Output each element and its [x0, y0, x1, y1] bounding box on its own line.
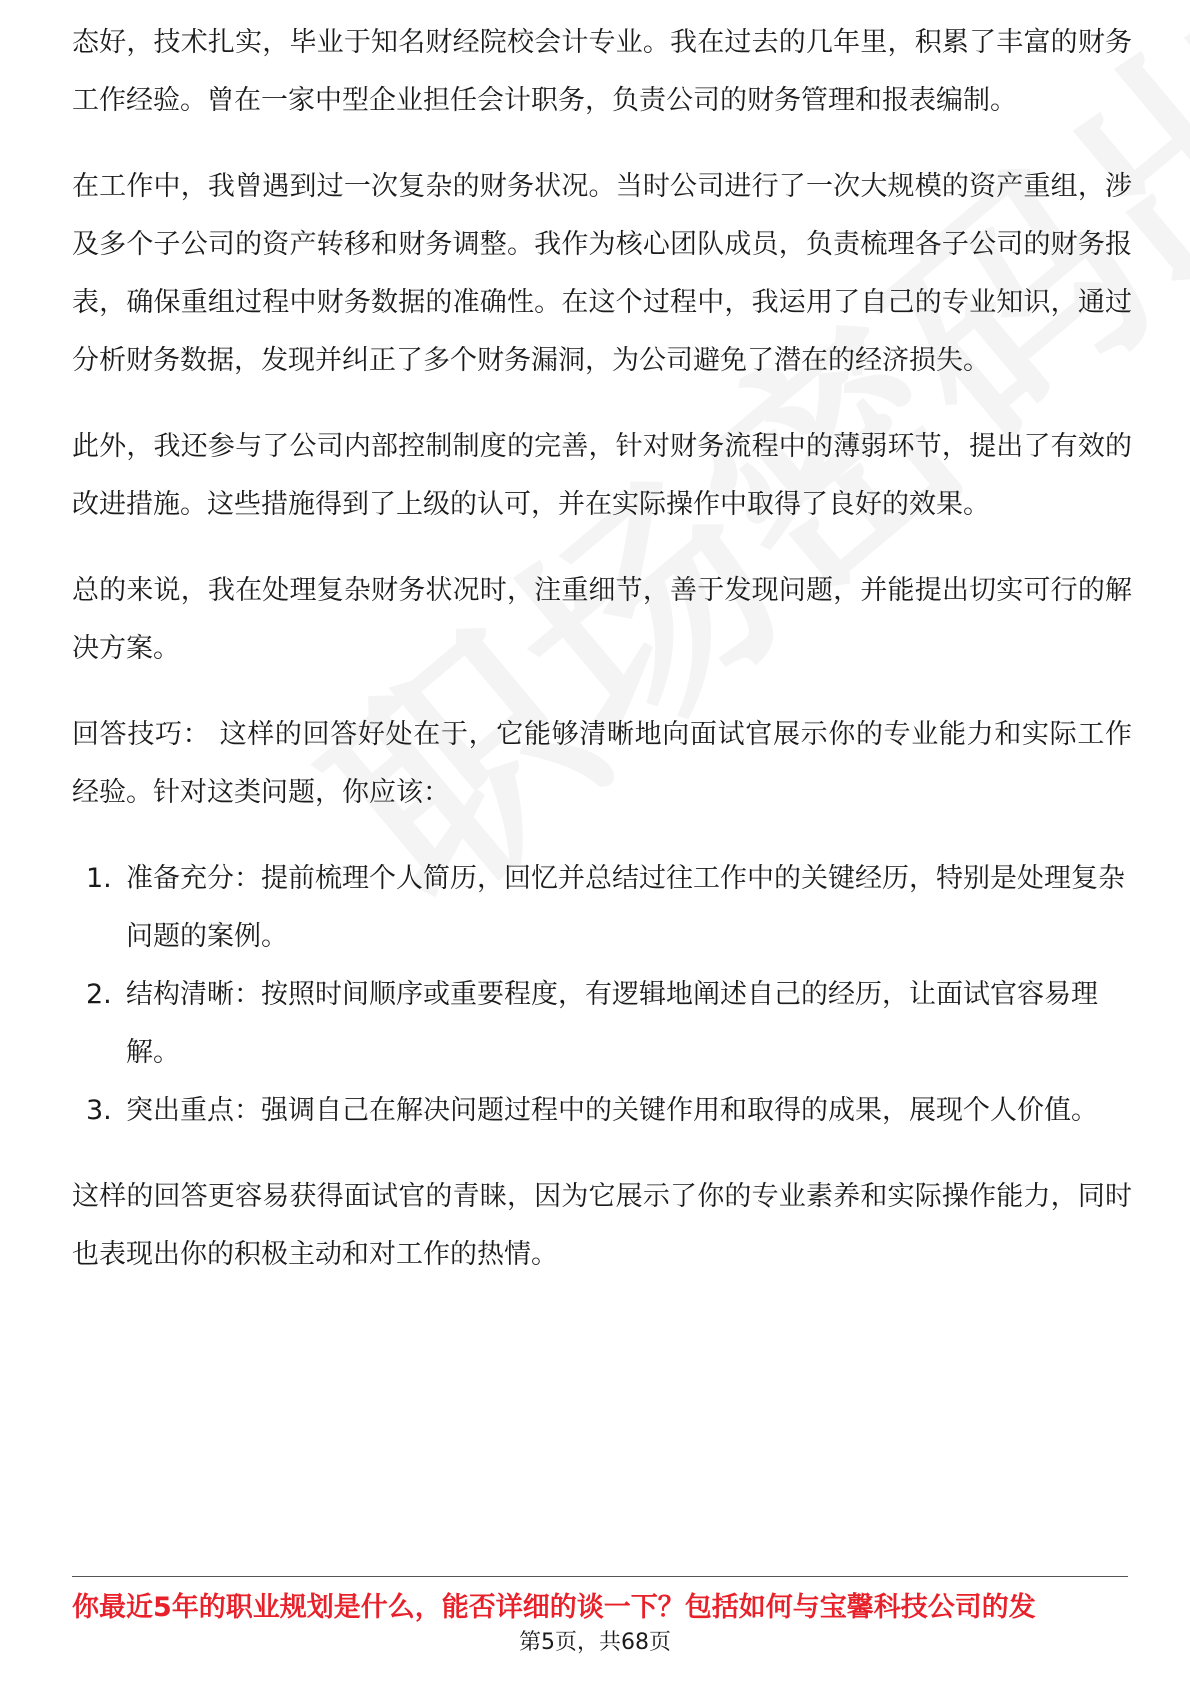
paragraph-answer-tips: 回答技巧： 这样的回答好处在于，它能够清晰地向面试官展示你的专业能力和实际工作经验。针对这类问题，你应该：: [72, 719, 1132, 808]
list-number: 3.: [86, 1095, 112, 1126]
list-text: 准备充分：提前梳理个人简历，回忆并总结过往工作中的关键经历，特别是处理复杂问题的案例。: [126, 863, 1125, 952]
list-item: [72, 966, 1132, 1082]
document-body: [72, 22, 1132, 1312]
paragraph-intro: 态好，技术扎实，毕业于知名财经院校会计专业。我在过去的几年里，积累了丰富的财务工作经验。曾在一家中型企业担任会计职务，负责公司的财务管理和报表编制。: [72, 27, 1132, 116]
list-number: 1.: [86, 863, 112, 894]
list-text: 突出重点：强调自己在解决问题过程中的关键作用和取得的成果，展现个人价值。: [126, 1095, 1098, 1126]
list-text: 结构清晰：按照时间顺序或重要程度，有逻辑地阐述自己的经历，让面试官容易理解。: [126, 979, 1098, 1068]
next-question-heading: 你最近5年的职业规划是什么，能否详细的谈一下？包括如何与宝馨科技公司的发: [72, 1592, 1036, 1623]
paragraph-experience: 在工作中，我曾遇到过一次复杂的财务状况。当时公司进行了一次大规模的资产重组，涉及多个子公司的资产转移和财务调整。我作为核心团队成员，负责梳理各子公司的财务报表，确保重组过程中财务数据的准确性。在这个过程中，我运用了自己的专业知识，通过分析财务数据，发现并纠正了多个财务漏洞，为公司避免了潜在的经济损失。: [72, 171, 1132, 376]
list-number: 2.: [86, 979, 112, 1010]
divider: [72, 1576, 1128, 1577]
tips-list: [72, 850, 1132, 1140]
paragraph-summary: 总的来说，我在处理复杂财务状况时，注重细节，善于发现问题，并能提出切实可行的解决方案。: [72, 575, 1132, 664]
page-number: 第5页，共68页: [519, 1630, 671, 1655]
list-item: [72, 1082, 1132, 1140]
paragraph-closing: 这样的回答更容易获得面试官的青睐，因为它展示了你的专业素养和实际操作能力，同时也表现出你的积极主动和对工作的热情。: [72, 1181, 1132, 1270]
paragraph-internal-control: 此外，我还参与了公司内部控制制度的完善，针对财务流程中的薄弱环节，提出了有效的改进措施。这些措施得到了上级的认可，并在实际操作中取得了良好的效果。: [72, 431, 1132, 520]
list-item: [72, 850, 1132, 966]
